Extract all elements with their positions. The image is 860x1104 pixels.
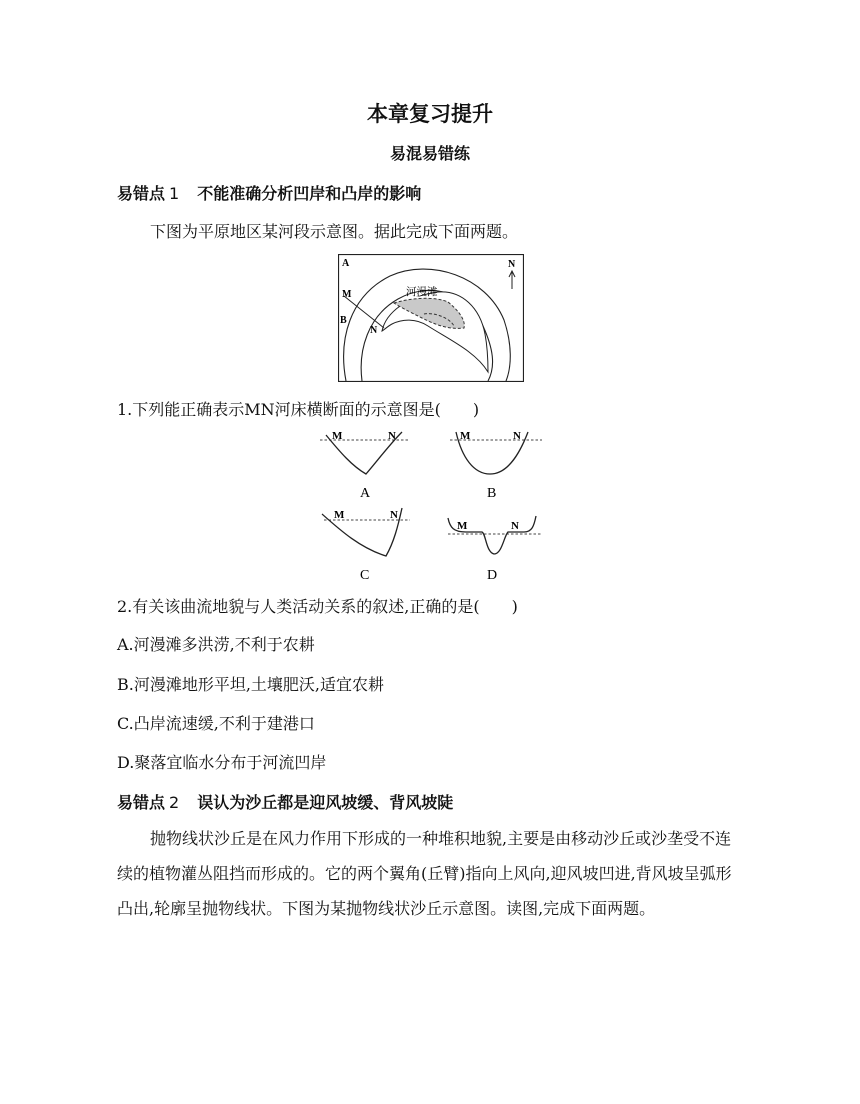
section-heading-2 [117,790,453,813]
map-label-n: N [370,325,378,336]
question-2-choice-a: A.河漫滩多洪涝,不利于农耕 [117,635,315,654]
option-d-n: N [511,520,519,532]
section-2-paragraph: 抛物线状沙丘是在风力作用下形成的一种堆积地貌,主要是由移动沙丘或沙垄受不连续的植物灌丛阻挡而形成的。它的两个翼角(丘臂)指向上风向,迎风坡凹进,背风坡呈弧形凸出,轮廓呈抛物线状。下图为某抛物线状沙丘示意图。读图,完成下面两题。 [117,829,732,918]
question-2-choice-d: D.聚落宜临水分布于河流凹岸 [117,753,327,772]
option-a-diagram [320,430,410,501]
map-label-m: M [342,289,352,300]
section-intro: 下图为平原地区某河段示意图。据此完成下面两题。 [150,222,519,241]
map-label-floodplain: 河漫滩 [406,286,438,298]
option-b-diagram [450,430,542,501]
option-d-m: M [457,520,468,532]
map-label-a: A [342,258,350,269]
cross-section-options [310,422,560,590]
map-label-north: N [508,259,516,270]
option-a-m: M [332,430,343,442]
question-2-choice-b: B.河漫滩地形平坦,土壤肥沃,适宜农耕 [117,675,385,694]
page-title: 本章复习提升 [367,102,493,126]
question-1-stem: 1.下列能正确表示MN河床横断面的示意图是( ) [117,400,480,419]
option-c-diagram [322,508,410,583]
option-b-label: B [487,486,497,501]
question-2-stem: 2.有关该曲流地貌与人类活动关系的叙述,正确的是( ) [117,597,518,616]
option-b-m: M [460,430,471,442]
option-a-label: A [360,486,371,501]
option-c-m: M [334,509,345,521]
section-title: 不能准确分析凹岸和凸岸的影响 [197,184,422,203]
river-map-figure [338,254,524,382]
section-label: 易错点 [117,793,166,812]
page-subtitle: 易混易错练 [389,144,470,163]
option-d-label: D [487,568,498,583]
section-number: 2 [169,793,180,812]
section-heading-1 [117,181,421,204]
option-a-n: N [388,430,396,442]
section-number: 1 [169,184,180,203]
option-d-diagram [448,516,542,583]
option-c-label: C [360,568,370,583]
option-c-n: N [390,509,398,521]
question-2-choice-c: C.凸岸流速缓,不利于建港口 [117,714,315,733]
section-label: 易错点 [117,184,166,203]
section-title: 误认为沙丘都是迎风坡缓、背风坡陡 [197,793,454,812]
option-b-n: N [513,430,521,442]
map-label-b: B [340,315,347,326]
